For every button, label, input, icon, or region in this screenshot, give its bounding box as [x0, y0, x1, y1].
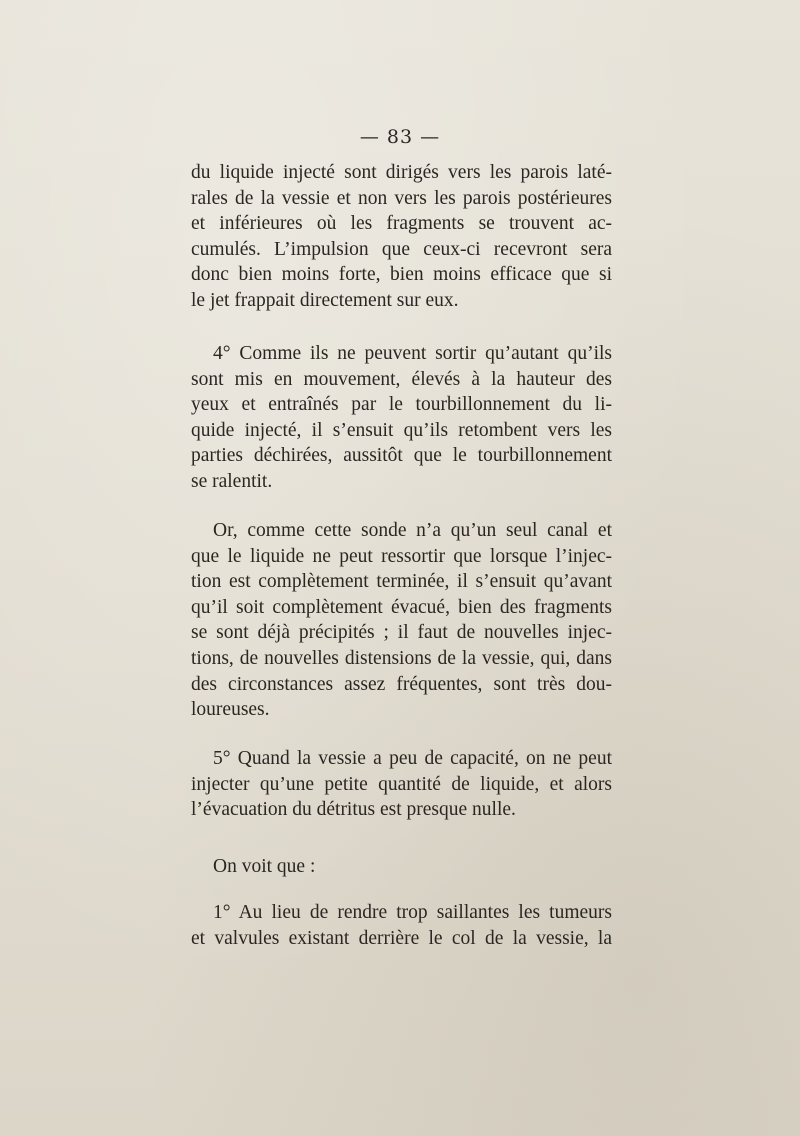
text-line: sont mis en mouvement, élevés à la hauteur des — [191, 368, 612, 390]
text-line: cumulés. L’impulsion que ceux-ci recevront sera — [191, 238, 612, 260]
paragraph-or-comme — [191, 518, 612, 723]
text-line: l’évacuation du détritus est presque nulle. — [191, 799, 516, 821]
text-line: des circonstances assez fréquentes, sont très dou- — [191, 673, 612, 695]
text-line: se ralentit. — [191, 470, 273, 492]
text-line: le jet frappait directement sur eux. — [191, 289, 459, 311]
text-line: On voit que : — [213, 856, 316, 877]
paragraph-point-4 — [191, 341, 612, 495]
text-line: 4° Comme ils ne peuvent sortir qu’autant qu’ils — [213, 343, 612, 364]
page-number: — 83 — — [359, 126, 441, 148]
paragraph-on-voit — [191, 854, 612, 880]
text-line: tions, de nouvelles distensions de la vessie, qui, dans — [191, 647, 612, 669]
paragraph-point-5 — [191, 746, 612, 823]
text-line: et inférieures où les fragments se trouvent ac- — [191, 213, 612, 235]
text-line: et valvules existant derrière le col de la vessie, la — [191, 927, 612, 949]
paragraph-continuation — [191, 160, 612, 314]
text-line: que le liquide ne peut ressortir que lorsque l’injec- — [191, 545, 612, 567]
text-line: quide injecté, il s’ensuit qu’ils retombent vers les — [191, 419, 612, 441]
text-line: loureuses. — [191, 699, 270, 721]
text-line: donc bien moins forte, bien moins efficace que si — [191, 264, 612, 286]
text-line: yeux et entraînés par le tourbillonnement du li- — [191, 394, 612, 416]
text-line: tion est complètement terminée, il s’ensuit qu’avant — [191, 571, 612, 593]
text-line: Or, comme cette sonde n’a qu’un seul canal et — [213, 520, 612, 541]
text-line: qu’il soit complètement évacué, bien des fragments — [191, 596, 612, 618]
text-line: rales de la vessie et non vers les parois postérieures — [191, 187, 612, 209]
text-line: parties déchirées, aussitôt que le tourbillonnement — [191, 445, 612, 467]
text-line: injecter qu’une petite quantité de liquide, et alors — [191, 773, 612, 795]
text-line: se sont déjà précipités ; il faut de nouvelles injec- — [191, 622, 612, 644]
paragraph-point-1 — [191, 900, 612, 951]
text-line: 1° Au lieu de rendre trop saillantes les tumeurs — [213, 902, 612, 923]
text-line: du liquide injecté sont dirigés vers les parois laté- — [191, 162, 612, 183]
text-line: 5° Quand la vessie a peu de capacité, on ne peut — [213, 748, 612, 769]
